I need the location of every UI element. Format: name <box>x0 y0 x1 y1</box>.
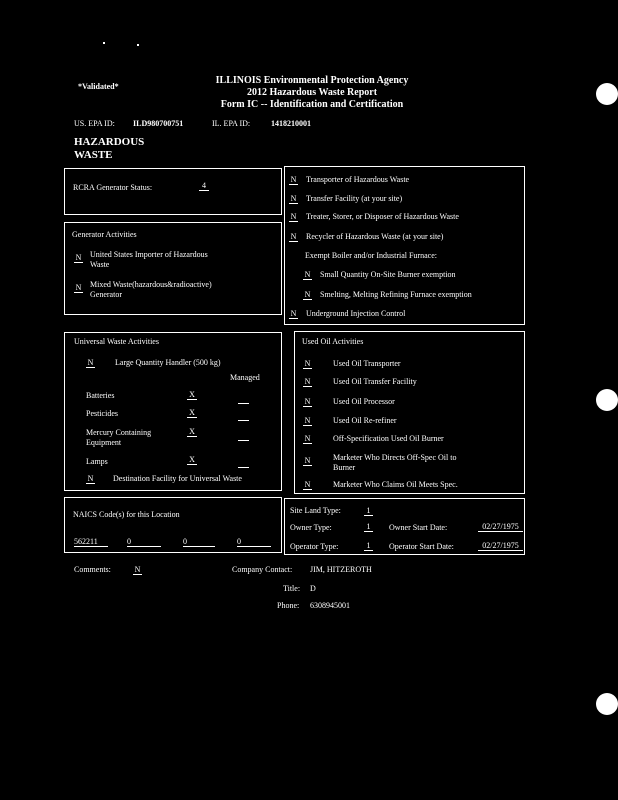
universal-row-mark: X <box>187 455 197 465</box>
used-oil-title: Used Oil Activities <box>302 337 364 346</box>
managed-blank <box>238 440 249 441</box>
rcra-value: 4 <box>199 181 211 191</box>
owner-type-value: 1 <box>364 522 373 532</box>
generator-item-label: Mixed Waste(hazardous&radioactive) <box>90 280 212 289</box>
naics-code: 0 <box>183 537 215 547</box>
validated-label: *Validated* <box>78 82 119 91</box>
exempt-flag: N <box>304 270 311 279</box>
generator-item-label: United States Importer of Hazardous <box>90 250 208 259</box>
transport-label: Treater, Storer, or Disposer of Hazardous Waste <box>306 212 459 221</box>
owner-start-label: Owner Start Date: <box>389 523 448 532</box>
used-oil-flag: N <box>304 480 311 489</box>
scan-speck <box>137 44 139 46</box>
scan-speck <box>103 42 105 44</box>
us-epa-id-value: ILD980700751 <box>133 119 184 128</box>
punch-hole <box>596 389 618 411</box>
transport-label: Transporter of Hazardous Waste <box>306 175 410 184</box>
form-title: Form IC -- Identification and Certification <box>220 99 404 110</box>
site-land-type-value: 1 <box>364 506 373 516</box>
universal-row-label: Batteries <box>86 391 115 400</box>
contact-label: Company Contact: <box>232 565 293 574</box>
used-oil-label: Used Oil Transporter <box>333 359 401 368</box>
used-oil-label: Used Oil Processor <box>333 397 395 406</box>
used-oil-label: Marketer Who Claims Oil Meets Spec. <box>333 480 458 489</box>
universal-row-label: Mercury Containing <box>86 428 152 437</box>
operator-start-value: 02/27/1975 <box>478 541 523 551</box>
naics-title: NAICS Code(s) for this Location <box>73 510 180 519</box>
generator-item-flag: N <box>75 283 82 292</box>
il-epa-id-label: IL. EPA ID: <box>212 119 251 128</box>
transporter-box <box>284 166 525 325</box>
used-oil-flag: N <box>304 456 311 465</box>
exempt-item-label: Smelting, Melting Refining Furnace exemption <box>320 290 472 299</box>
comments-label: Comments: <box>74 565 111 574</box>
rcra-label: RCRA Generator Status: <box>73 183 153 192</box>
used-oil-box <box>294 331 525 494</box>
injection-label: Underground Injection Control <box>306 309 406 318</box>
naics-code: 562211 <box>74 537 108 547</box>
managed-label: Managed <box>230 373 260 382</box>
exempt-item-label: Small Quantity On-Site Burner exemption <box>320 270 456 279</box>
generator-item-flag: N <box>75 253 82 262</box>
universal-row-label: Equipment <box>86 438 122 447</box>
agency-name: ILLINOIS Environmental Protection Agency <box>215 75 409 86</box>
exempt-flag: N <box>304 290 311 299</box>
lqh-flag: N <box>87 358 94 367</box>
transport-label: Recycler of Hazardous Waste (at your site) <box>306 232 444 241</box>
universal-title: Universal Waste Activities <box>74 337 159 346</box>
transport-flag: N <box>290 175 297 184</box>
universal-row-mark: X <box>187 408 197 418</box>
operator-start-label: Operator Start Date: <box>389 542 454 551</box>
managed-blank <box>238 403 249 404</box>
title-value: D <box>310 584 316 593</box>
comments-value: N <box>134 565 141 574</box>
generator-item-label: Waste <box>90 260 110 269</box>
managed-blank <box>238 420 249 421</box>
transport-flag: N <box>290 232 297 241</box>
operator-type-value: 1 <box>364 541 373 551</box>
injection-flag: N <box>290 309 297 318</box>
punch-hole <box>596 83 618 105</box>
destination-label: Destination Facility for Universal Waste <box>113 474 242 483</box>
punch-hole <box>596 693 618 715</box>
used-oil-flag: N <box>304 434 311 443</box>
lqh-label: Large Quantity Handler (500 kg) <box>115 358 221 367</box>
universal-row-label: Pesticides <box>86 409 118 418</box>
naics-code: 0 <box>237 537 271 547</box>
transport-flag: N <box>290 194 297 203</box>
phone-value: 6308945001 <box>310 601 350 610</box>
destination-flag: N <box>87 474 94 483</box>
operator-type-label: Operator Type: <box>290 542 339 551</box>
exempt-label: Exempt Boiler and/or Industrial Furnace: <box>305 251 437 260</box>
contact-value: JIM, HITZEROTH <box>310 565 372 574</box>
used-oil-flag: N <box>304 397 311 406</box>
section-title: HAZARDOUS <box>74 136 145 148</box>
us-epa-id-label: US. EPA ID: <box>74 119 115 128</box>
used-oil-flag: N <box>304 416 311 425</box>
used-oil-flag: N <box>304 359 311 368</box>
title-label: Title: <box>283 584 301 593</box>
phone-label: Phone: <box>277 601 300 610</box>
owner-start-value: 02/27/1975 <box>478 522 523 532</box>
generator-title: Generator Activities <box>72 230 137 239</box>
il-epa-id-value: 1418210001 <box>271 119 311 128</box>
used-oil-label: Used Oil Re-refiner <box>333 416 397 425</box>
naics-code: 0 <box>127 537 161 547</box>
used-oil-label: Burner <box>333 463 356 472</box>
used-oil-label: Off-Specification Used Oil Burner <box>333 434 444 443</box>
transport-label: Transfer Facility (at your site) <box>306 194 403 203</box>
generator-item-label: Generator <box>90 290 122 299</box>
report-title: 2012 Hazardous Waste Report <box>246 87 378 98</box>
site-land-type-label: Site Land Type: <box>290 506 341 515</box>
managed-blank <box>238 467 249 468</box>
universal-row-label: Lamps <box>86 457 108 466</box>
used-oil-flag: N <box>304 377 311 386</box>
universal-row-mark: X <box>187 427 197 437</box>
transport-flag: N <box>290 212 297 221</box>
used-oil-label: Used Oil Transfer Facility <box>333 377 417 386</box>
universal-row-mark: X <box>187 390 197 400</box>
used-oil-label: Marketer Who Directs Off-Spec Oil to <box>333 453 457 462</box>
section-title: WASTE <box>74 149 113 161</box>
owner-type-label: Owner Type: <box>290 523 332 532</box>
